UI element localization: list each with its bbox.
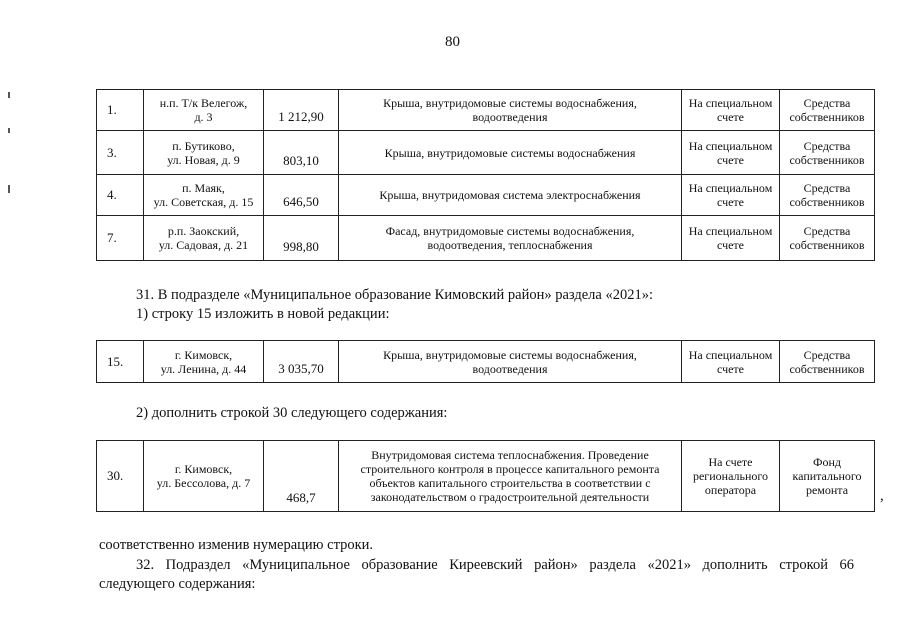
area-cell: 468,7 xyxy=(264,441,339,512)
work-cell: Крыша, внутридомовые системы водоснабжения xyxy=(339,131,682,175)
fund-line: Средства xyxy=(803,96,851,110)
account-line: На специальном xyxy=(688,224,773,238)
account-cell xyxy=(682,90,780,131)
account-cell xyxy=(682,216,780,261)
address-line: ул. Советская, д. 15 xyxy=(153,195,254,209)
work-cell xyxy=(339,441,682,512)
address-line: г. Кимовск, xyxy=(174,462,233,476)
row-number: 7. xyxy=(97,216,144,261)
address-cell xyxy=(144,90,264,131)
fund-line: Средства xyxy=(803,224,851,238)
account-line: На специальном xyxy=(688,181,773,195)
row-number: 4. xyxy=(97,175,144,216)
work-line: Крыша, внутридомовые системы водоснабжения, xyxy=(383,347,637,362)
account-line: регионального xyxy=(692,469,769,483)
fund-line: собственников xyxy=(789,152,865,167)
fund-line: собственников xyxy=(789,110,865,124)
fund-cell xyxy=(780,441,875,512)
address-cell xyxy=(144,441,264,512)
fund-cell xyxy=(780,216,875,261)
table-row xyxy=(97,441,875,512)
area-cell: 1 212,90 xyxy=(264,90,339,131)
account-line: На счете xyxy=(708,455,753,469)
row-number: 1. xyxy=(97,90,144,131)
work-line: строительного контроля в процессе капитального ремонта xyxy=(360,462,660,476)
account-line: счете xyxy=(716,238,745,252)
account-line: счете xyxy=(716,195,745,209)
work-line: водоотведения xyxy=(472,110,548,124)
paragraph-31-item-2: 2) дополнить строкой 30 следующего содержания: xyxy=(136,405,448,421)
fund-line: капитального xyxy=(792,469,862,483)
account-line: На специальном xyxy=(688,138,773,153)
address-line: г. Кимовск, xyxy=(174,347,233,362)
address-line: ул. Садовая, д. 21 xyxy=(158,238,249,252)
address-cell xyxy=(144,341,264,383)
table-row xyxy=(97,131,875,175)
work-line: Внутридомовая система теплоснабжения. Проведение xyxy=(371,448,649,462)
work-line: водоотведения xyxy=(472,361,548,376)
area-cell: 998,80 xyxy=(264,216,339,261)
fund-cell xyxy=(780,341,875,383)
account-line: На специальном xyxy=(688,96,773,110)
fund-cell xyxy=(780,131,875,175)
address-line: д. 3 xyxy=(194,110,213,124)
fund-line: собственников xyxy=(789,195,865,209)
row-number: 30. xyxy=(97,441,144,512)
fund-line: Средства xyxy=(803,181,851,195)
fund-line: Средства xyxy=(803,138,851,153)
paragraph-32-line-1: 32. Подраздел «Муниципальное образование Киреевский район» раздела «2021» дополнить строкой 66 xyxy=(136,557,854,573)
account-line: оператора xyxy=(704,483,757,497)
account-cell xyxy=(682,175,780,216)
work-line: водоотведения, теплоснабжения xyxy=(427,238,593,252)
address-line: п. Маяк, xyxy=(182,181,225,195)
fund-cell xyxy=(780,90,875,131)
scan-mark xyxy=(8,92,10,98)
fund-line: Средства xyxy=(803,347,851,362)
fund-line: ремонта xyxy=(805,483,849,497)
table-row-15 xyxy=(96,340,875,383)
address-line: р.п. Заокский, xyxy=(167,224,240,238)
table-top xyxy=(96,89,875,261)
fund-line: собственников xyxy=(789,238,865,252)
paragraph-renumber: соответственно изменив нумерацию строки. xyxy=(99,537,374,553)
work-cell xyxy=(339,90,682,131)
scan-mark xyxy=(8,185,10,193)
account-line: счете xyxy=(716,361,745,376)
paragraph-31-item-1: 1) строку 15 изложить в новой редакции: xyxy=(136,306,390,322)
address-line: ул. Ленина, д. 44 xyxy=(160,361,247,376)
table-row xyxy=(97,341,875,383)
table-row xyxy=(97,175,875,216)
account-cell xyxy=(682,341,780,383)
table-row xyxy=(97,90,875,131)
area-cell: 3 035,70 xyxy=(264,341,339,383)
account-line: счете xyxy=(716,152,745,167)
table-row-30 xyxy=(96,440,875,512)
table-row xyxy=(97,216,875,261)
work-line: объектов капитального строительства в соответствии с xyxy=(369,476,651,490)
work-cell xyxy=(339,216,682,261)
account-cell xyxy=(682,441,780,512)
account-cell xyxy=(682,131,780,175)
area-cell: 803,10 xyxy=(264,131,339,175)
page-number: 80 xyxy=(445,34,460,50)
address-cell xyxy=(144,216,264,261)
address-line: ул. Новая, д. 9 xyxy=(167,152,240,167)
paragraph-31: 31. В подразделе «Муниципальное образование Кимовский район» раздела «2021»: xyxy=(136,287,654,303)
work-cell xyxy=(339,341,682,383)
address-line: п. Бутиково, xyxy=(172,138,235,153)
work-line: законодательством о градостроительной деятельности xyxy=(370,490,650,504)
fund-line: собственников xyxy=(789,361,865,376)
account-line: На специальном xyxy=(688,347,773,362)
trailing-comma: , xyxy=(880,488,884,504)
row-number: 15. xyxy=(97,341,144,383)
address-cell xyxy=(144,175,264,216)
area-cell: 646,50 xyxy=(264,175,339,216)
address-cell xyxy=(144,131,264,175)
address-line: н.п. Т/к Велегож, xyxy=(159,96,248,110)
work-line: Фасад, внутридомовые системы водоснабжения, xyxy=(385,224,635,238)
row-number: 3. xyxy=(97,131,144,175)
work-line: Крыша, внутридомовые системы водоснабжения, xyxy=(383,96,637,110)
address-line: ул. Бессолова, д. 7 xyxy=(156,476,251,490)
account-line: счете xyxy=(716,110,745,124)
fund-cell xyxy=(780,175,875,216)
scan-mark xyxy=(8,128,10,133)
fund-line: Фонд xyxy=(812,455,841,469)
work-cell: Крыша, внутридомовая система электроснабжения xyxy=(339,175,682,216)
paragraph-32-line-2: следующего содержания: xyxy=(99,576,256,592)
